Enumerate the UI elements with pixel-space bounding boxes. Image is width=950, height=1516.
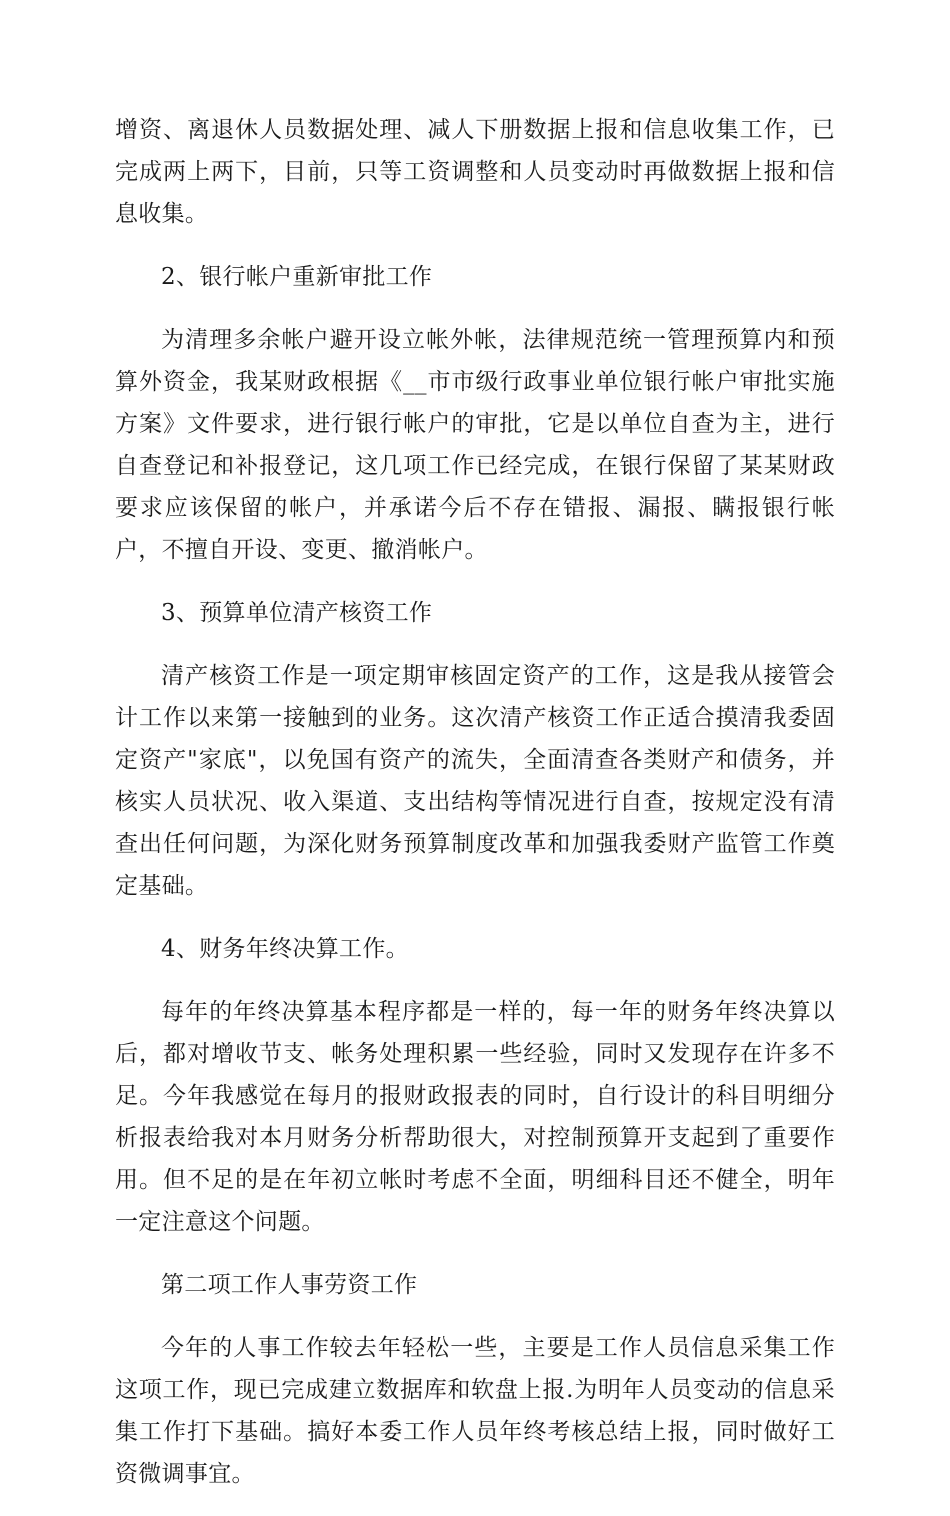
paragraph-year-end: 每年的年终决算基本程序都是一样的，每一年的财务年终决算以后，都对增收节支、帐务处理积累一些经验，同时又发现存在许多不足。今年我感觉在每月的报财政报表的同时，自行设计的科目明细分析报表给我对本月财务分析帮助很大，对控制预算开支起到了重要作用。但不足的是在年初立帐时考虑不全面，明细科目还不健全，明年一定注意这个问题。 — [115, 999, 835, 1235]
paragraph-bank-accounts: 为清理多余帐户避开设立帐外帐，法律规范统一管理预算内和预算外资金，我某财政根据《__市市级行政事业单位银行帐户审批实施方案》文件要求，进行银行帐户的审批，它是以单位自查为主，进行自查登记和补报登记，这几项工作已经完成，在银行保留了某某财政要求应该保留的帐户，并承诺今后不存在错报、漏报、瞒报银行帐户，不擅自开设、变更、撤消帐户。 — [115, 327, 835, 563]
paragraph-personnel: 今年的人事工作较去年轻松一些，主要是工作人员信息采集工作这项工作，现已完成建立数据库和软盘上报.为明年人员变动的信息采集工作打下基础。搞好本委工作人员年终考核总结上报，同时做好工资微调事宜。 — [115, 1335, 835, 1487]
section-heading-year-end: 4、财务年终决算工作。 — [161, 936, 409, 962]
section-heading-asset-check: 3、预算单位清产核资工作 — [161, 600, 433, 626]
section-heading-bank-accounts: 2、银行帐户重新审批工作 — [161, 264, 433, 290]
paragraph-continuation: 增资、离退休人员数据处理、减人下册数据上报和信息收集工作，已完成两上两下，目前，只等工资调整和人员变动时再做数据上报和信息收集。 — [115, 117, 835, 227]
section-heading-personnel: 第二项工作人事劳资工作 — [161, 1272, 418, 1298]
document-body — [115, 109, 835, 1516]
paragraph-asset-check: 清产核资工作是一项定期审核固定资产的工作，这是我从接管会计工作以来第一接触到的业务。这次清产核资工作正适合摸清我委固定资产"家底"，以免国有资产的流失，全面清查各类财产和债务，并核实人员状况、收入渠道、支出结构等情况进行自查，按规定没有清查出任何问题，为深化财务预算制度改革和加强我委财产监管工作奠定基础。 — [115, 663, 835, 899]
